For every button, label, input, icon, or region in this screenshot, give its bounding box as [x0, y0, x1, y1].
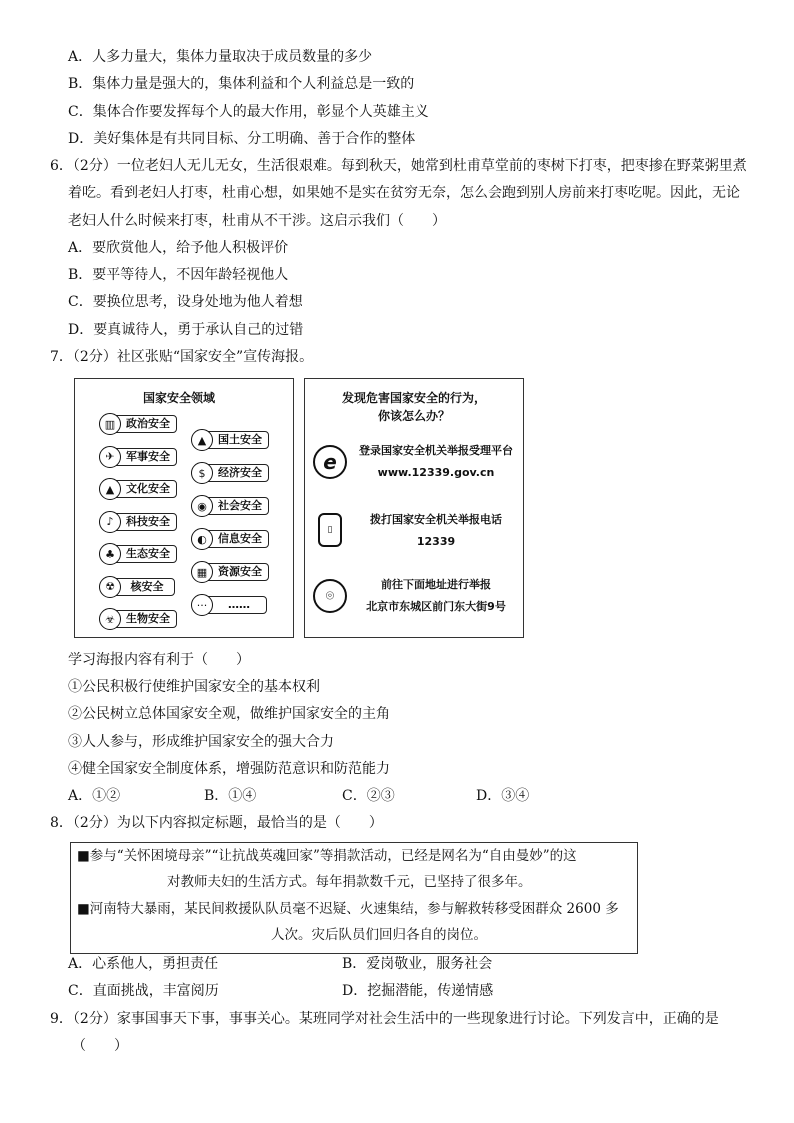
report-platform-label: 登录国家安全机关举报受理平台 [359, 444, 513, 457]
security-domain-item [99, 576, 175, 598]
q7-option-c: C．②③ [342, 788, 395, 804]
q8-box-line3: ■河南特大暴雨，某民间救援队队员毫不迟疑、火速集结，参与解救转移受困群众 2600 多 [77, 901, 619, 917]
q8-material-box [70, 842, 638, 954]
ellipsis-icon: ··· [191, 594, 213, 616]
internet-explorer-icon: e [313, 445, 347, 479]
airplane-icon: ✈ [99, 446, 121, 468]
q6-option-d: D．要真诚待人，勇于承认自己的过错 [68, 322, 304, 338]
security-domain-item [191, 495, 269, 517]
q6-stem-line1: 6．（2分）一位老妇人无儿无女，生活很艰难。每到秋天，她常到杜甫草堂前的枣树下打枣，把枣掺在野菜粥里煮 [50, 158, 747, 174]
q8-option-b: B．爱岗敬业，服务社会 [342, 956, 493, 972]
poster-right-title-line1: 发现危害国家安全的行为， [341, 391, 486, 405]
poster-report-methods [304, 378, 524, 638]
graduation-cap-icon: ▲ [99, 478, 121, 500]
security-domain-label: 科技安全 [111, 513, 177, 531]
q7-option-a: A．①② [68, 788, 121, 804]
report-address-label: 前往下面地址进行举报 [381, 578, 491, 591]
security-domain-item [99, 446, 177, 468]
security-domain-label: 经济安全 [203, 464, 269, 482]
q6-option-a: A．要欣赏他人，给予他人积极评价 [68, 240, 289, 256]
security-domain-label: 政治安全 [111, 415, 177, 433]
report-phone-number: 12339 [416, 535, 456, 548]
q7-statement-2: ②公民树立总体国家安全观，做维护国家安全的主角 [68, 706, 390, 722]
security-domain-label: 生态安全 [111, 545, 177, 563]
security-domain-label: 文化安全 [111, 480, 177, 498]
q6-stem-line2: 着吃。看到老妇人打枣，杜甫心想，如果她不是实在贫穷无奈，怎么会跑到别人房前来打枣吃呢。因此，无论 [68, 185, 740, 201]
security-domain-item [191, 594, 267, 616]
q7-option-b: B．①④ [204, 788, 257, 804]
q9-stem-line1: 9．（2分）家事国事天下事，事事关心。某班同学对社会生活中的一些现象进行讨论。下列发言中，正确的是 [50, 1011, 719, 1027]
security-domain-label: 军事安全 [111, 448, 177, 466]
q5-option-c: C．集体合作要发挥每个人的最大作用，彰显个人英雄主义 [68, 104, 429, 120]
q8-option-c: C．直面挑战，丰富阅历 [68, 983, 219, 999]
report-platform-url: www.12339.gov.cn [377, 466, 495, 479]
q8-option-d: D．挖掘潜能，传递情感 [342, 983, 494, 999]
security-domain-item [191, 429, 269, 451]
q7-option-d: D．③④ [476, 788, 530, 804]
grid-icon: ▦ [191, 561, 213, 583]
security-domain-item [99, 608, 177, 630]
radiation-icon: ☢ [99, 576, 121, 598]
signal-icon: ◉ [191, 495, 213, 517]
q5-option-b: B．集体力量是强大的，集体利益和个人利益总是一致的 [68, 76, 415, 92]
q7-stem: 7．（2分）社区张贴“国家安全”宣传海报。 [50, 349, 314, 365]
q7-statement-4: ④健全国家安全制度体系，增强防范意识和防范能力 [68, 761, 390, 777]
q7-statement-1: ①公民积极行使维护国家安全的基本权利 [68, 679, 320, 695]
music-note-icon: ♪ [99, 511, 121, 533]
security-domain-item [99, 511, 177, 533]
security-domain-label: 国土安全 [203, 431, 269, 449]
poster-security-domains [74, 378, 294, 638]
q5-option-a: A．人多力量大，集体力量取决于成员数量的多少 [68, 49, 373, 65]
security-domain-item [191, 528, 269, 550]
q8-stem: 8．（2分）为以下内容拟定标题，最恰当的是（ ） [50, 815, 383, 831]
q6-stem-line3: 老妇人什么时候来打枣，杜甫从不干涉。这启示我们（ ） [68, 213, 446, 229]
q5-option-d: D．美好集体是有共同目标、分工明确、善于合作的整体 [68, 131, 416, 147]
location-pin-icon: ⌾ [313, 579, 347, 613]
report-address: 北京市东城区前门东大街9号 [366, 600, 506, 613]
q8-option-a: A．心系他人，勇担责任 [68, 956, 219, 972]
q6-option-c: C．要换位思考，设身处地为他人着想 [68, 294, 303, 310]
building-icon: ▥ [99, 413, 121, 435]
security-domain-label: …… [203, 596, 267, 614]
security-domain-label: 核安全 [111, 578, 175, 596]
tree-icon: ♣ [99, 543, 121, 565]
security-domain-item [99, 413, 177, 435]
q8-box-line2: 对教师夫妇的生活方式。每年捐款数千元，已坚持了很多年。 [167, 874, 532, 890]
security-domain-item [99, 543, 177, 565]
mobile-phone-icon: ▯ [318, 513, 342, 547]
biohazard-icon: ☣ [99, 608, 121, 630]
q8-box-line1: ■参与“关怀困境母亲”“让抗战英魂回家”等捐款活动，已经是网名为“自由曼妙”的这 [77, 848, 577, 864]
poster-right-title-line2: 你该怎么办？ [377, 409, 450, 423]
security-domain-item [191, 462, 269, 484]
q7-statement-3: ③人人参与，形成维护国家安全的强大合力 [68, 734, 334, 750]
landscape-icon: ▲ [191, 429, 213, 451]
shield-icon: ◐ [191, 528, 213, 550]
security-domain-label: 社会安全 [203, 497, 269, 515]
report-phone-label: 拨打国家安全机关举报电话 [370, 513, 502, 526]
security-domain-item [191, 561, 269, 583]
security-domain-label: 信息安全 [203, 530, 269, 548]
money-bag-icon: $ [191, 462, 213, 484]
q7-question: 学习海报内容有利于（ ） [68, 652, 250, 668]
security-domain-label: 生物安全 [111, 610, 177, 628]
q9-stem-line2: （ ） [72, 1038, 128, 1054]
poster-left-title: 国家安全领域 [143, 391, 216, 405]
q6-option-b: B．要平等待人，不因年龄轻视他人 [68, 267, 289, 283]
q8-box-line4: 人次。灾后队员们回归各自的岗位。 [271, 927, 487, 943]
security-domain-label: 资源安全 [203, 563, 269, 581]
security-domain-item [99, 478, 177, 500]
